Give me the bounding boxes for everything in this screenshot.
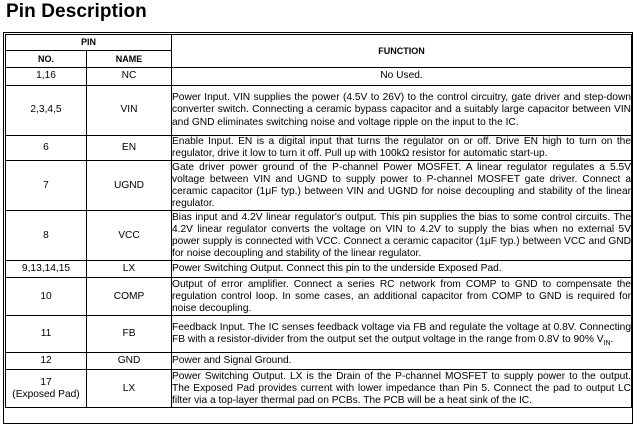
table-row [6,68,632,86]
pin-function-subscript: IN [603,340,611,348]
pin-no-extra: (Exposed Pad) [12,388,80,400]
pin-function [172,316,632,353]
pin-function-text: Feedback Input. The IC senses feedback voltage via FB and regulate the voltage at 0.8V. Connecting FB with a resistor-divider from the output set the output voltage in the range from 0.8V to 90% V [172,322,632,346]
table-row [6,316,632,353]
function-header: FUNCTION [172,35,632,68]
pin-name: VCC [87,211,172,261]
table-row [6,86,632,136]
pin-no: 2,3,4,5 [6,86,87,136]
pin-description-table [5,34,632,408]
pin-name: LX [87,370,172,408]
table-row [6,161,632,211]
pin-name: FB [87,316,172,353]
pin-name: LX [87,261,172,278]
pin-no [6,370,87,408]
no-header: NO. [6,51,87,68]
pin-name: NC [87,68,172,86]
pin-no: 11 [6,316,87,353]
table-row [6,278,632,316]
pin-name: UGND [87,161,172,211]
pin-function: Gate driver power ground of the P-channel Power MOSFET. A linear regulator regulates a 5.5V voltage between VIN and UGND to supply power to P-channel MOSFET gate driver. Connect a ceramic capacitor (1μF typ.) between VIN and UGND for noise decoupling and stability of the linear regulator. [172,161,632,210]
pin-function: Power Switching Output. LX is the Drain of the P-channel MOSFET to supply power to the output. The Exposed Pad provides current with lower impedance than Pin 5. Connect the pad to output LC filter via a top-layer thermal pad on PCBs. The PCB will be a heat sink of the IC. [172,370,632,406]
pin-no: 6 [6,136,87,161]
table-row [6,211,632,261]
pin-no-value: 17 [40,376,52,388]
page-title: Pin Description [6,1,147,22]
pin-header: PIN [6,35,172,51]
pin-function: Power Input. VIN supplies the power (4.5V to 26V) to the control circuitry, gate driver and step-down converter switch. Connecting a ceramic bypass capacitor and a suitably large capacitor between VIN and GND eliminates switching noise and voltage ripple on the input to the IC. [172,86,632,136]
pin-function-end: . [610,334,614,346]
pin-function: Power Switching Output. Connect this pin to the underside Exposed Pad. [172,261,632,278]
pin-function: Power and Signal Ground. [172,353,632,370]
table-row [6,370,632,408]
pin-function: Output of error amplifier. Connect a series RC network from COMP to GND to compensate the regulation control loop. In some cases, an additional capacitor from COMP to GND is required for noise decoupling. [172,278,632,314]
table-row [6,261,632,278]
pin-no: 7 [6,161,87,211]
table-row [6,353,632,370]
name-header: NAME [87,51,172,68]
table-row [6,136,632,161]
pin-name: COMP [87,278,172,316]
pin-function: Bias input and 4.2V linear regulator's output. This pin supplies the bias to some control circuits. The 4.2V linear regulator converts the voltage on VIN to 4.2V to supply the bias when no external 5V power supply is connected with VCC. Connect a ceramic capacitor (1μF typ.) between VCC and GND for noise decoupling and stability of the linear regulator. [172,211,632,260]
pin-no: 10 [6,278,87,316]
pin-no: 8 [6,211,87,261]
pin-function: No Used. [172,68,632,86]
pin-name: GND [87,353,172,370]
pin-name: EN [87,136,172,161]
pin-function: Enable Input. EN is a digital input that turns the regulator on or off. Drive EN high to turn on the regulator, drive it low to turn it off. Pull up with 100kΩ resistor for automatic start-up. [172,136,632,160]
pin-no: 1,16 [6,68,87,86]
pin-name: VIN [87,86,172,136]
pin-no: 9,13,14,15 [6,261,87,278]
pin-no: 12 [6,353,87,370]
